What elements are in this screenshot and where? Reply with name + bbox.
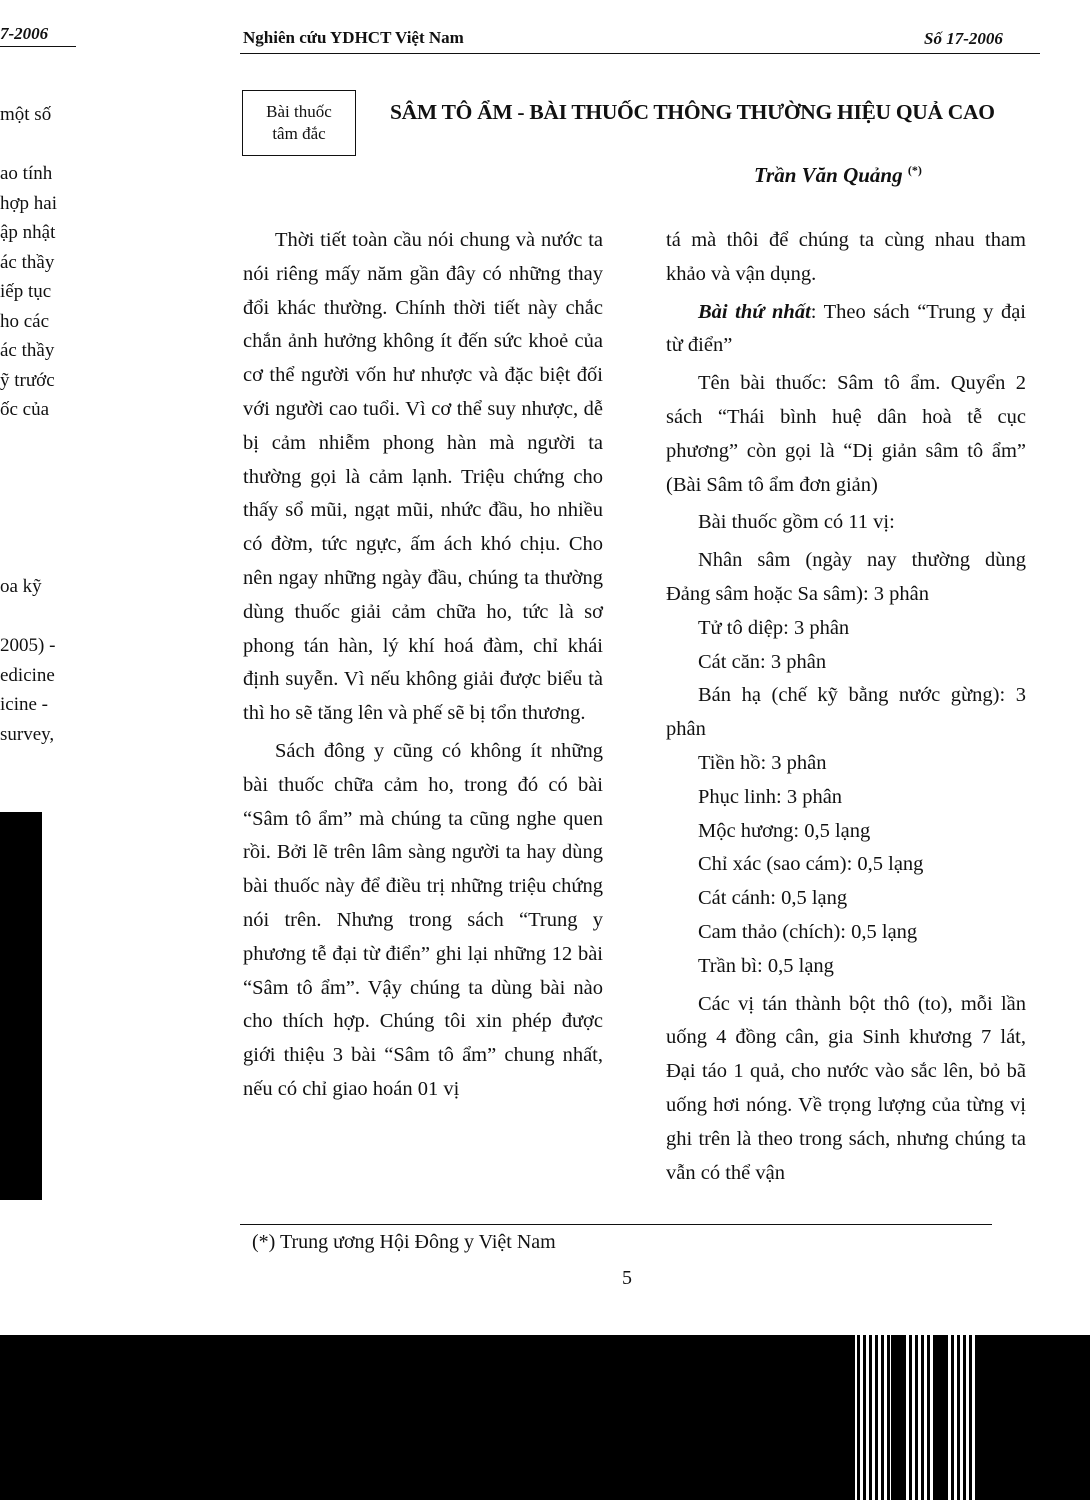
scan-bars-left [857,1335,891,1500]
author-mark: (*) [907,163,922,177]
footnote-rule [240,1224,992,1225]
author [754,163,922,188]
column-1 [243,224,603,1107]
first-recipe-text: : Theo sách “Trung y đại từ điển” [666,300,1026,357]
page-number: 5 [622,1267,632,1289]
left-fragment-line: survey, [0,723,55,745]
left-fragment-line: ập nhật [0,222,56,243]
left-fragment-line: ỹ trước [0,369,55,391]
scan-gap-1 [891,1335,903,1500]
left-fragment-line: iếp tục [0,281,52,302]
left-fragment-line [0,130,57,160]
col1-paragraph-2: Sách đông y cũng có không ít những bài thuốc chữa cảm ho, trong đó có bài “Sâm tô ẩm” mà chúng ta cũng nghe quen rồi. Bởi lẽ trên lâm sàng người ta hay dùng bài thuốc này để điều trị những triệu chứng nói trên. Nhưng trong sách “Trung y phương tễ đại từ điển” ghi lại những 12 bài “Sâm tô ẩm”. Vậy chúng ta dùng bài nào cho thích hợp. Chúng tôi xin phép được giới thiệu 3 bài “Sâm tô ẩm” chung nhất, nếu có chỉ giao hoán 01 vị [243,739,603,1100]
journal-name: Nghiên cứu YDHCT Việt Nam [243,28,464,47]
header-rule [240,53,1040,54]
col2-paragraph-4: Bài thuốc gồm có 11 vị: [698,511,895,534]
left-fragment-line: oa kỹ [0,576,42,597]
ingredient-list [666,612,1026,984]
scan-black-band-right [975,1335,1090,1500]
left-fragment-line: ao tính [0,163,53,184]
first-recipe-label: Bài thứ nhất [698,300,811,323]
left-fragment-line: ác thầy [0,251,55,273]
col2-paragraph-1: tá mà thôi để chúng ta cùng nhau tham khảo và vận dụng. [666,229,1026,285]
ingredient-item: Cát cánh: 0,5 lạng [698,887,848,910]
ingredient-item: Mộc hương: 0,5 lạng [698,819,871,842]
left-fragment-line: ác thầy [0,340,55,361]
header-left-fragment: 7-2006 [0,24,49,43]
ingredient-item: Bán hạ (chế kỹ bằng nước gừng): 3 phân [666,684,1026,741]
left-fragment-line: icine - [0,694,49,715]
left-fragment-line [0,425,57,455]
scan-bars-right [945,1335,975,1500]
ingredient-item: Cát căn: 3 phân [698,650,827,673]
section-box-line1: Bài thuốc [266,102,332,121]
ingredient-item: Chỉ xác (sao cám): 0,5 lạng [698,853,924,876]
col2-paragraph-6: Các vị tán thành bột thô (to), mỗi lần uống 4 đồng cân, gia Sinh khương 7 lát, Đại táo 1 quả, cho nước vào sắc lên, bỏ bã uống hơi nóng. Về trọng lượng của từng vị ghi trên là theo trong sách, nhưng chúng ta vẫn có thể vận [666,992,1026,1184]
left-fragment-line: ốc của [0,399,50,420]
left-black-strip [0,812,42,1200]
article-title: SÂM TÔ ẨM - BÀI THUỐC THÔNG THƯỜNG HIỆU QUẢ CAO [390,100,995,124]
ingredient-item: Tiền hồ: 3 phân [698,751,827,774]
footnote: (*) Trung ương Hội Đông y Việt Nam [252,1231,556,1253]
author-name: Trần Văn Quảng [754,163,903,187]
left-fragment-line [0,543,57,573]
left-fragment-line: ho các [0,310,50,332]
ingredient-item: Trần bì: 0,5 lạng [698,954,834,977]
ingredient-item: Cam thảo (chích): 0,5 lạng [698,920,918,943]
scan-gap-2 [933,1335,945,1500]
header-left-rule [0,46,76,47]
left-fragment-line [0,484,57,514]
col2-paragraph-5: Nhân sâm (ngày nay thường dùng Đảng sâm hoặc Sa sâm): 3 phân [666,549,1026,605]
left-fragment-line: 2005) - [0,635,56,656]
left-fragment-line [0,602,57,632]
col2-paragraph-2 [666,296,1026,364]
left-fragment-line [0,454,57,484]
scan-bars-middle [903,1335,933,1500]
section-box-line2: tâm đắc [272,124,326,143]
left-fragment-line [0,513,57,543]
col2-paragraph-3: Tên bài thuốc: Sâm tô ẩm. Quyển 2 sách “Thái bình huệ dân hoà tễ cục phương” còn gọi là “Dị giản sâm tô ẩm” (Bài Sâm tô ẩm đơn giản) [666,372,1026,496]
issue-number: Số 17-2006 [924,29,1003,48]
left-fragment-line: hợp hai [0,192,58,214]
section-box [242,90,356,156]
left-fragment-line: edicine [0,664,55,686]
column-2 [666,224,1026,1190]
scan-black-band [0,1335,855,1500]
left-page-fragments [0,100,57,749]
ingredient-item: Phục linh: 3 phân [698,785,843,808]
col1-paragraph-1: Thời tiết toàn cầu nói chung và nước ta nói riêng mấy năm gần đây có những thay đổi khác thường. Chính thời tiết này chắc chắn ảnh hưởng không ít đến sức khoẻ của cơ thể người vốn hư nhược và đặc biệt đối với người cao tuổi. Vì cơ thể suy nhược, dễ bị cảm nhiễm phong hàn mà người ta thường gọi là cảm lạnh. Triệu chứng cho thấy sổ mũi, ngạt mũi, nhức đầu, ho nhiều có đờm, tức ngực, ấm ách khó chịu. Cho nên ngay những ngày đầu, chúng ta thường dùng thuốc giải cảm chữa ho, tức là sơ phong tán hàn, lý khí hoá đàm, chỉ khái định suyễn. Vì nếu không giải được biểu tà thì ho sẽ tăng lên và phế sẽ bị tổn thương. [243,229,603,725]
ingredient-item: Tử tô diệp: 3 phân [698,616,850,639]
left-fragment-line: một số [0,104,52,125]
